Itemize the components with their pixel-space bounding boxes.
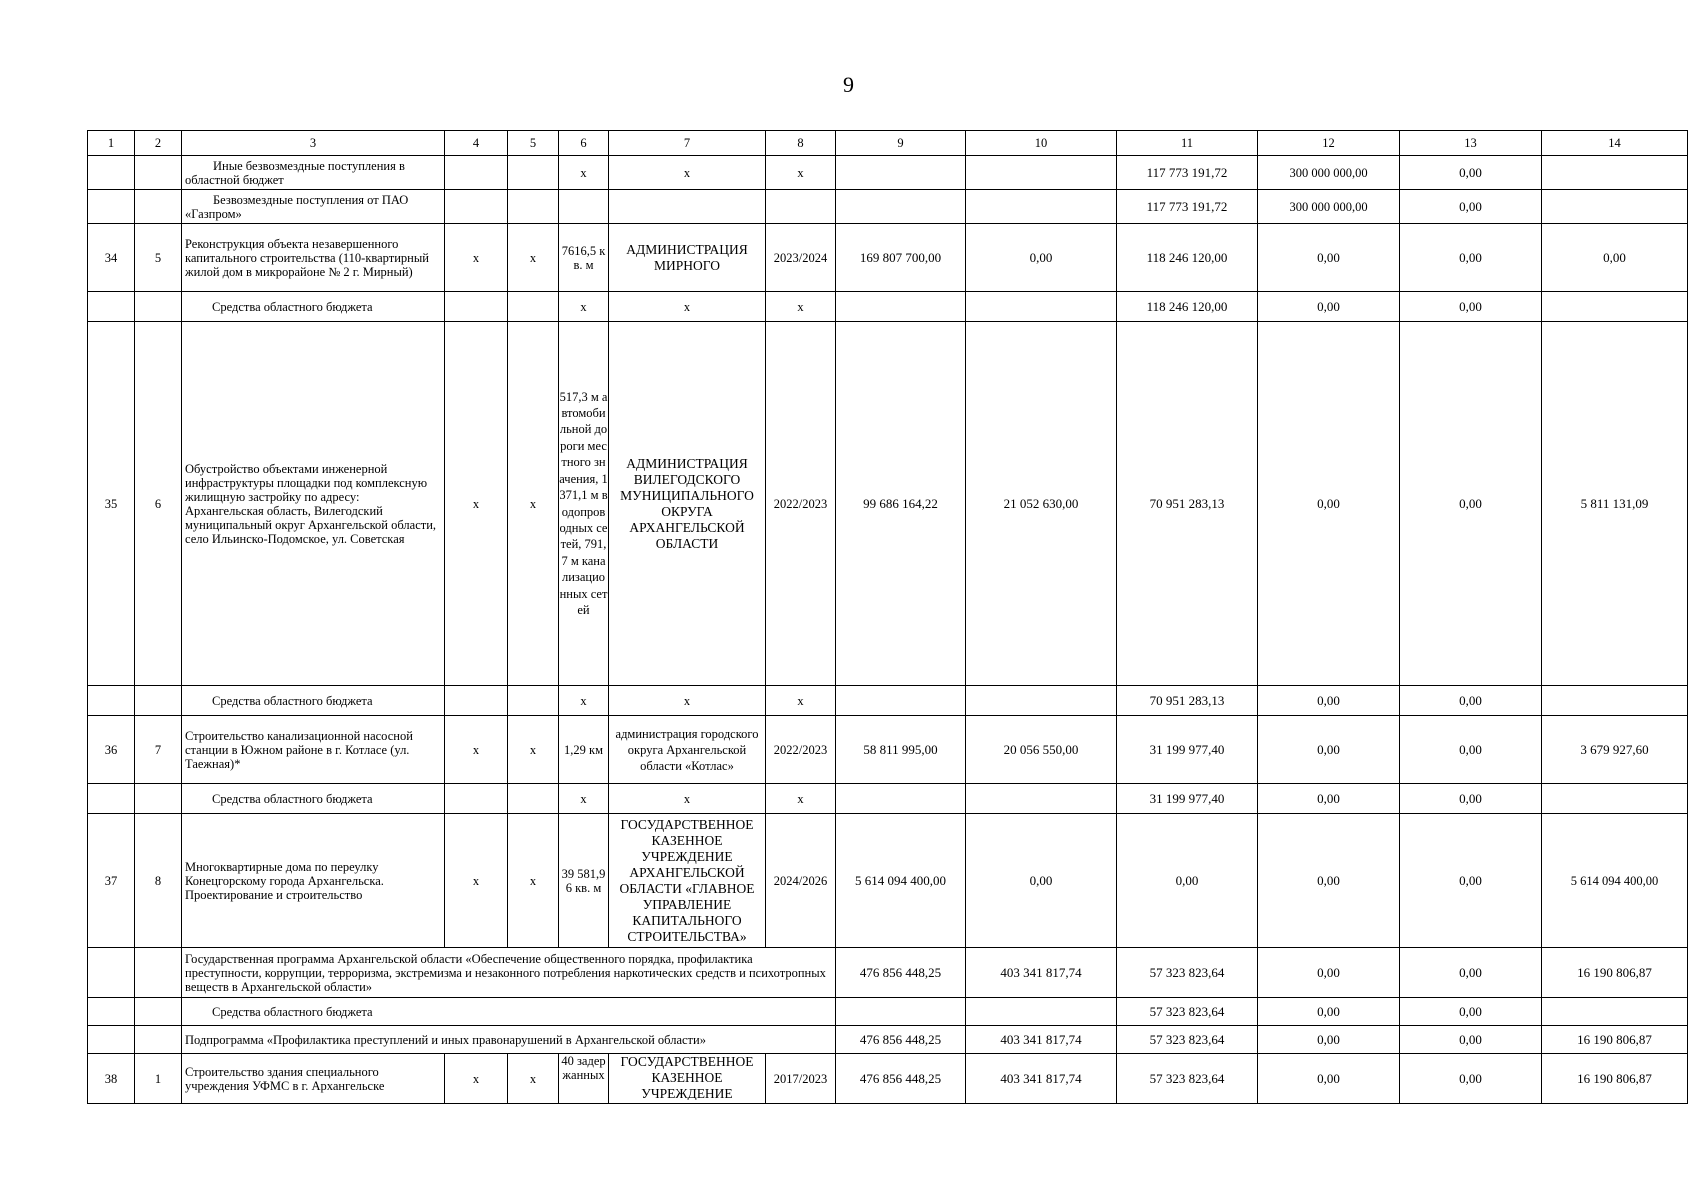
cell-col11: 0,00 — [1117, 814, 1258, 948]
cell-col14: 16 190 806,87 — [1542, 1026, 1688, 1054]
cell-col9: 169 807 700,00 — [836, 224, 966, 292]
cell-customer — [609, 190, 766, 224]
cell-col11: 70 951 283,13 — [1117, 322, 1258, 686]
cell-col11: 117 773 191,72 — [1117, 156, 1258, 190]
cell-capacity — [559, 190, 609, 224]
cell-col12: 0,00 — [1258, 998, 1400, 1026]
cell-col9: 5 614 094 400,00 — [836, 814, 966, 948]
table-row — [88, 224, 1688, 292]
cell-customer: ГОСУДАРСТВЕННОЕ КАЗЕННОЕ УЧРЕЖДЕНИЕ АРХАНГЕЛЬСКОЙ ОБЛАСТИ «ГЛАВНОЕ УПРАВЛЕНИЕ КАПИТАЛЬНОГО СТРОИТЕЛЬСТВА» — [609, 814, 766, 948]
cell-col9: 58 811 995,00 — [836, 716, 966, 784]
column-number: 10 — [966, 131, 1117, 156]
cell-col14: 5 614 094 400,00 — [1542, 814, 1688, 948]
cell-col13: 0,00 — [1400, 948, 1542, 998]
row-subnumber — [135, 784, 182, 814]
cell-col12: 300 000 000,00 — [1258, 190, 1400, 224]
row-description: Средства областного бюджета — [182, 998, 836, 1026]
cell-col10: 403 341 817,74 — [966, 1054, 1117, 1104]
cell-period: х — [766, 156, 836, 190]
cell-col14 — [1542, 998, 1688, 1026]
cell-col13: 0,00 — [1400, 716, 1542, 784]
capacity-text: 40 задержанных — [561, 1054, 606, 1082]
cell-customer: администрация городского округа Архангельской области «Котлас» — [609, 716, 766, 784]
row-subnumber — [135, 686, 182, 716]
cell-col13: 0,00 — [1400, 686, 1542, 716]
cell-col14 — [1542, 686, 1688, 716]
cell-col11: 31 199 977,40 — [1117, 716, 1258, 784]
row-description: Иные безвозмездные поступления в областной бюджет — [182, 156, 445, 190]
program-title: Государственная программа Архангельской области «Обеспечение общественного порядка, профилактика преступности, коррупции, терроризма, экстремизма и незаконного потребления наркотических средств и психотропных веществ в Архангельской области» — [182, 948, 836, 998]
row-subnumber: 7 — [135, 716, 182, 784]
cell-col12: 0,00 — [1258, 686, 1400, 716]
cell-col13: 0,00 — [1400, 1054, 1542, 1104]
cell-col10: 0,00 — [966, 814, 1117, 948]
cell-col11: 57 323 823,64 — [1117, 948, 1258, 998]
row-number: 34 — [88, 224, 135, 292]
row-number: 35 — [88, 322, 135, 686]
cell-capacity: 1,29 км — [559, 716, 609, 784]
cell-col13: 0,00 — [1400, 322, 1542, 686]
row-subnumber — [135, 190, 182, 224]
cell-col12: 0,00 — [1258, 1026, 1400, 1054]
column-number: 8 — [766, 131, 836, 156]
cell-col14 — [1542, 190, 1688, 224]
header-row — [88, 131, 1688, 156]
column-number: 13 — [1400, 131, 1542, 156]
cell-period: х — [766, 292, 836, 322]
table-row — [88, 686, 1688, 716]
cell-customer: х — [609, 784, 766, 814]
column-number: 3 — [182, 131, 445, 156]
cell-col14 — [1542, 292, 1688, 322]
table-row — [88, 814, 1688, 948]
cell-col10 — [966, 686, 1117, 716]
cell-col10 — [966, 998, 1117, 1026]
cell-col5 — [508, 292, 559, 322]
cell-col10: 21 052 630,00 — [966, 322, 1117, 686]
table-row — [88, 156, 1688, 190]
table-row — [88, 292, 1688, 322]
row-number — [88, 1026, 135, 1054]
table-row — [88, 190, 1688, 224]
row-subnumber: 8 — [135, 814, 182, 948]
cell-col14: 0,00 — [1542, 224, 1688, 292]
column-number: 11 — [1117, 131, 1258, 156]
row-description: Безвозмездные поступления от ПАО «Газпром» — [182, 190, 445, 224]
row-description: Реконструкция объекта незавершенного капитального строительства (110-квартирный жилой дом в микрорайоне № 2 г. Мирный) — [182, 224, 445, 292]
table-row — [88, 998, 1688, 1026]
column-number: 4 — [445, 131, 508, 156]
cell-col9: 476 856 448,25 — [836, 1054, 966, 1104]
row-description: Многоквартирные дома по переулку Конецгорскому города Архангельска. Проектирование и строительство — [182, 814, 445, 948]
cell-col5 — [508, 190, 559, 224]
cell-period: х — [766, 784, 836, 814]
column-number: 6 — [559, 131, 609, 156]
column-number: 9 — [836, 131, 966, 156]
table-row — [88, 1026, 1688, 1054]
cell-col4 — [445, 190, 508, 224]
cell-capacity: 39 581,96 кв. м — [559, 814, 609, 948]
cell-col11: 118 246 120,00 — [1117, 292, 1258, 322]
cell-col10: 403 341 817,74 — [966, 1026, 1117, 1054]
row-number — [88, 998, 135, 1026]
table-row — [88, 322, 1688, 686]
cell-col13: 0,00 — [1400, 814, 1542, 948]
cell-col5: х — [508, 224, 559, 292]
cell-col5 — [508, 156, 559, 190]
cell-col9 — [836, 686, 966, 716]
cell-col12: 300 000 000,00 — [1258, 156, 1400, 190]
row-number — [88, 686, 135, 716]
cell-col5 — [508, 686, 559, 716]
table-row — [88, 716, 1688, 784]
cell-col14 — [1542, 156, 1688, 190]
cell-col13: 0,00 — [1400, 784, 1542, 814]
cell-period: 2017/2023 — [766, 1054, 836, 1104]
cell-col12: 0,00 — [1258, 814, 1400, 948]
cell-col5: х — [508, 814, 559, 948]
cell-col10 — [966, 190, 1117, 224]
row-number: 36 — [88, 716, 135, 784]
row-description: Средства областного бюджета — [182, 292, 445, 322]
cell-col9: 99 686 164,22 — [836, 322, 966, 686]
column-number: 1 — [88, 131, 135, 156]
row-description: Обустройство объектами инженерной инфраструктуры площадки под комплексную жилищную застройку по адресу: Архангельская область, Вилегодский муниципальный округ Архангельской области, село Ильинско-Подомское, ул. Советская — [182, 322, 445, 686]
cell-customer: х — [609, 292, 766, 322]
cell-col13: 0,00 — [1400, 1026, 1542, 1054]
cell-col12: 0,00 — [1258, 322, 1400, 686]
cell-col12: 0,00 — [1258, 716, 1400, 784]
cell-col14 — [1542, 784, 1688, 814]
cell-col11: 117 773 191,72 — [1117, 190, 1258, 224]
cell-col10 — [966, 292, 1117, 322]
row-description: Строительство канализационной насосной станции в Южном районе в г. Котласе (ул. Таежная)* — [182, 716, 445, 784]
column-number: 14 — [1542, 131, 1688, 156]
cell-col9 — [836, 292, 966, 322]
cell-col11: 57 323 823,64 — [1117, 1054, 1258, 1104]
cell-col13: 0,00 — [1400, 190, 1542, 224]
cell-capacity: 7616,5 кв. м — [559, 224, 609, 292]
row-number — [88, 156, 135, 190]
column-number: 12 — [1258, 131, 1400, 156]
row-subnumber — [135, 156, 182, 190]
row-number — [88, 190, 135, 224]
cell-col5: х — [508, 322, 559, 686]
cell-col10: 20 056 550,00 — [966, 716, 1117, 784]
customer-text: ГОСУДАРСТВЕННОЕ КАЗЕННОЕ УЧРЕЖДЕНИЕ — [620, 1054, 754, 1100]
page-number: 9 — [843, 72, 854, 97]
cell-col4: х — [445, 716, 508, 784]
row-number — [88, 948, 135, 998]
subprogram-title: Подпрограмма «Профилактика преступлений и иных правонарушений в Архангельской области» — [182, 1026, 836, 1054]
cell-col12: 0,00 — [1258, 1054, 1400, 1104]
cell-col9: 476 856 448,25 — [836, 948, 966, 998]
row-subnumber: 1 — [135, 1054, 182, 1104]
column-number: 2 — [135, 131, 182, 156]
cell-col12: 0,00 — [1258, 784, 1400, 814]
cell-col12: 0,00 — [1258, 224, 1400, 292]
cell-col4 — [445, 156, 508, 190]
cell-customer: х — [609, 156, 766, 190]
cell-col4: х — [445, 224, 508, 292]
row-number: 38 — [88, 1054, 135, 1104]
cell-col4: х — [445, 1054, 508, 1104]
cell-capacity: х — [559, 292, 609, 322]
row-subnumber: 5 — [135, 224, 182, 292]
cell-capacity: 517,3 м автомобильной дороги местного значения, 1371,1 м водопроводных сетей, 791,7 м канализационных сетей — [559, 322, 609, 686]
cell-capacity: х — [559, 784, 609, 814]
cell-period: 2024/2026 — [766, 814, 836, 948]
cell-capacity: х — [559, 686, 609, 716]
cell-col4 — [445, 784, 508, 814]
cell-customer: АДМИНИСТРАЦИЯ МИРНОГО — [609, 224, 766, 292]
cell-capacity: х — [559, 156, 609, 190]
cell-capacity — [559, 1054, 609, 1104]
cell-period: 2022/2023 — [766, 716, 836, 784]
cell-col5: х — [508, 716, 559, 784]
row-subnumber — [135, 292, 182, 322]
row-description: Строительство здания специального учреждения УФМС в г. Архангельске — [182, 1054, 445, 1104]
cell-col10: 0,00 — [966, 224, 1117, 292]
cell-col14: 16 190 806,87 — [1542, 1054, 1688, 1104]
cell-col11: 70 951 283,13 — [1117, 686, 1258, 716]
table-row — [88, 1054, 1688, 1104]
row-subnumber: 6 — [135, 322, 182, 686]
cell-col10 — [966, 156, 1117, 190]
row-description: Средства областного бюджета — [182, 784, 445, 814]
row-subnumber — [135, 948, 182, 998]
column-number: 7 — [609, 131, 766, 156]
cell-col11: 57 323 823,64 — [1117, 998, 1258, 1026]
cell-col13: 0,00 — [1400, 998, 1542, 1026]
cell-col4 — [445, 686, 508, 716]
cell-period — [766, 190, 836, 224]
cell-col4 — [445, 292, 508, 322]
budget-table — [87, 130, 1688, 1104]
cell-col13: 0,00 — [1400, 292, 1542, 322]
row-number — [88, 292, 135, 322]
cell-col12: 0,00 — [1258, 948, 1400, 998]
cell-col9 — [836, 156, 966, 190]
cell-period: х — [766, 686, 836, 716]
cell-col10: 403 341 817,74 — [966, 948, 1117, 998]
cell-col9 — [836, 998, 966, 1026]
cell-col14: 16 190 806,87 — [1542, 948, 1688, 998]
table-row — [88, 784, 1688, 814]
cell-period: 2023/2024 — [766, 224, 836, 292]
column-number: 5 — [508, 131, 559, 156]
cell-col12: 0,00 — [1258, 292, 1400, 322]
row-subnumber — [135, 1026, 182, 1054]
cell-col9 — [836, 784, 966, 814]
cell-col14: 3 679 927,60 — [1542, 716, 1688, 784]
cell-col14: 5 811 131,09 — [1542, 322, 1688, 686]
cell-customer — [609, 1054, 766, 1104]
table-row — [88, 948, 1688, 998]
cell-col4: х — [445, 814, 508, 948]
cell-customer: х — [609, 686, 766, 716]
cell-customer: АДМИНИСТРАЦИЯ ВИЛЕГОДСКОГО МУНИЦИПАЛЬНОГО ОКРУГА АРХАНГЕЛЬСКОЙ ОБЛАСТИ — [609, 322, 766, 686]
row-subnumber — [135, 998, 182, 1026]
row-number — [88, 784, 135, 814]
cell-col9: 476 856 448,25 — [836, 1026, 966, 1054]
cell-col13: 0,00 — [1400, 224, 1542, 292]
cell-col5: х — [508, 1054, 559, 1104]
cell-col11: 118 246 120,00 — [1117, 224, 1258, 292]
cell-col13: 0,00 — [1400, 156, 1542, 190]
cell-col4: х — [445, 322, 508, 686]
cell-col5 — [508, 784, 559, 814]
cell-col10 — [966, 784, 1117, 814]
cell-col11: 31 199 977,40 — [1117, 784, 1258, 814]
cell-period: 2022/2023 — [766, 322, 836, 686]
cell-col11: 57 323 823,64 — [1117, 1026, 1258, 1054]
cell-col9 — [836, 190, 966, 224]
row-description: Средства областного бюджета — [182, 686, 445, 716]
row-number: 37 — [88, 814, 135, 948]
